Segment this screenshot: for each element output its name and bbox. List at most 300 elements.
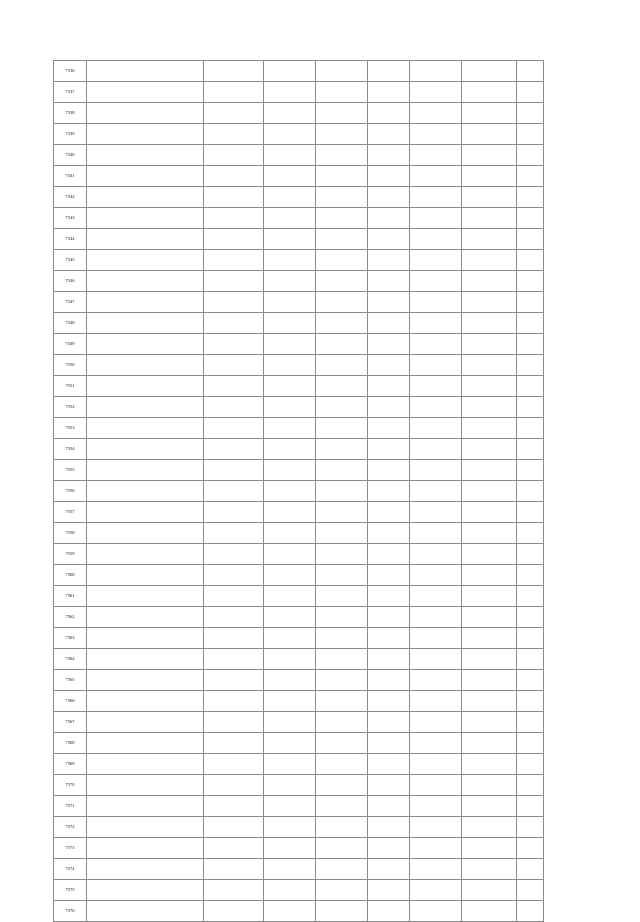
authority-cell [517,523,544,544]
table-row [54,502,544,523]
date-cell [410,82,462,103]
type-cell [316,355,368,376]
person-name [87,502,204,523]
blank-cell [462,397,517,418]
type-cell [316,418,368,439]
type-cell [316,712,368,733]
passport-number [204,376,264,397]
blank-cell [462,502,517,523]
type-cell [316,544,368,565]
blank-cell [462,796,517,817]
person-name [87,82,204,103]
person-name [87,460,204,481]
person-name [87,439,204,460]
passport-number [204,502,264,523]
person-name [87,187,204,208]
doc-cell [368,502,410,523]
authority-cell [517,166,544,187]
date-cell [410,838,462,859]
type-cell [316,880,368,901]
code-cell [264,859,316,880]
doc-cell [368,607,410,628]
blank-cell [462,376,517,397]
date-cell [410,817,462,838]
type-cell [316,502,368,523]
doc-cell [368,313,410,334]
doc-cell [368,208,410,229]
code-cell [264,880,316,901]
table-row [54,418,544,439]
blank-cell [462,439,517,460]
row-number: 7576 [54,901,87,922]
authority-cell [517,754,544,775]
code-cell [264,817,316,838]
person-name [87,292,204,313]
table-row [54,313,544,334]
row-number: 7570 [54,775,87,796]
blank-cell [462,82,517,103]
blank-cell [462,712,517,733]
person-name [87,838,204,859]
date-cell [410,544,462,565]
row-number: 7564 [54,649,87,670]
doc-cell [368,859,410,880]
date-cell [410,502,462,523]
date-cell [410,292,462,313]
table-row [54,859,544,880]
date-cell [410,418,462,439]
blank-cell [462,61,517,82]
date-cell [410,523,462,544]
date-cell [410,628,462,649]
table-row [54,544,544,565]
type-cell [316,145,368,166]
authority-cell [517,103,544,124]
person-name [87,481,204,502]
type-cell [316,628,368,649]
type-cell [316,376,368,397]
person-name [87,208,204,229]
blank-cell [462,838,517,859]
row-number: 7573 [54,838,87,859]
table-row [54,733,544,754]
row-number: 7559 [54,544,87,565]
table-row [54,565,544,586]
type-cell [316,859,368,880]
date-cell [410,775,462,796]
type-cell [316,901,368,922]
passport-number [204,796,264,817]
blank-cell [462,250,517,271]
passport-number [204,61,264,82]
date-cell [410,691,462,712]
person-name [87,649,204,670]
row-number: 7541 [54,166,87,187]
authority-cell [517,187,544,208]
table-row [54,691,544,712]
date-cell [410,355,462,376]
code-cell [264,103,316,124]
row-number: 7558 [54,523,87,544]
person-name [87,229,204,250]
type-cell [316,796,368,817]
passport-number [204,523,264,544]
passport-number [204,775,264,796]
blank-cell [462,166,517,187]
blank-cell [462,817,517,838]
code-cell [264,292,316,313]
passport-number [204,271,264,292]
date-cell [410,271,462,292]
person-name [87,628,204,649]
authority-cell [517,733,544,754]
table-row [54,334,544,355]
doc-cell [368,796,410,817]
person-name [87,145,204,166]
doc-cell [368,82,410,103]
blank-cell [462,628,517,649]
passport-number [204,481,264,502]
date-cell [410,439,462,460]
blank-cell [462,880,517,901]
blank-cell [462,313,517,334]
authority-cell [517,439,544,460]
authority-cell [517,796,544,817]
passport-number [204,145,264,166]
date-cell [410,103,462,124]
doc-cell [368,838,410,859]
date-cell [410,649,462,670]
type-cell [316,481,368,502]
blank-cell [462,670,517,691]
row-number: 7547 [54,292,87,313]
authority-cell [517,502,544,523]
code-cell [264,418,316,439]
code-cell [264,271,316,292]
blank-cell [462,565,517,586]
table-row [54,586,544,607]
authority-cell [517,334,544,355]
blank-cell [462,418,517,439]
authority-cell [517,565,544,586]
table-row [54,103,544,124]
code-cell [264,208,316,229]
table-row [54,439,544,460]
row-number: 7568 [54,733,87,754]
table-row [54,649,544,670]
code-cell [264,376,316,397]
row-number: 7560 [54,565,87,586]
table-row [54,481,544,502]
code-cell [264,124,316,145]
person-name [87,565,204,586]
doc-cell [368,901,410,922]
date-cell [410,460,462,481]
authority-cell [517,460,544,481]
code-cell [264,250,316,271]
passport-number [204,586,264,607]
type-cell [316,670,368,691]
table-row [54,460,544,481]
authority-cell [517,313,544,334]
table-row [54,796,544,817]
blank-cell [462,901,517,922]
table-row [54,166,544,187]
authority-cell [517,292,544,313]
type-cell [316,460,368,481]
authority-cell [517,124,544,145]
row-number: 7540 [54,145,87,166]
authority-cell [517,859,544,880]
code-cell [264,691,316,712]
type-cell [316,439,368,460]
date-cell [410,670,462,691]
passport-number [204,880,264,901]
row-number: 7566 [54,691,87,712]
doc-cell [368,481,410,502]
doc-cell [368,103,410,124]
doc-cell [368,397,410,418]
passport-number [204,712,264,733]
person-name [87,124,204,145]
row-number: 7567 [54,712,87,733]
blank-cell [462,586,517,607]
date-cell [410,187,462,208]
table-row [54,754,544,775]
table-row [54,250,544,271]
row-number: 7565 [54,670,87,691]
doc-cell [368,61,410,82]
passport-number [204,292,264,313]
code-cell [264,145,316,166]
code-cell [264,523,316,544]
date-cell [410,796,462,817]
person-name [87,334,204,355]
type-cell [316,103,368,124]
type-cell [316,292,368,313]
code-cell [264,712,316,733]
table-row [54,628,544,649]
passport-number [204,460,264,481]
row-number: 7561 [54,586,87,607]
passport-number [204,754,264,775]
date-cell [410,565,462,586]
records-table-body [54,61,544,922]
passport-number [204,208,264,229]
passport-number [204,439,264,460]
doc-cell [368,250,410,271]
code-cell [264,565,316,586]
person-name [87,376,204,397]
type-cell [316,607,368,628]
table-row [54,124,544,145]
authority-cell [517,250,544,271]
blank-cell [462,649,517,670]
row-number: 7550 [54,355,87,376]
doc-cell [368,817,410,838]
passport-number [204,334,264,355]
authority-cell [517,208,544,229]
passport-number [204,103,264,124]
blank-cell [462,607,517,628]
passport-number [204,649,264,670]
table-row [54,607,544,628]
code-cell [264,397,316,418]
row-number: 7537 [54,82,87,103]
row-number: 7544 [54,229,87,250]
code-cell [264,544,316,565]
person-name [87,271,204,292]
doc-cell [368,754,410,775]
person-name [87,901,204,922]
row-number: 7557 [54,502,87,523]
blank-cell [462,544,517,565]
person-name [87,250,204,271]
person-name [87,586,204,607]
row-number: 7554 [54,439,87,460]
row-number: 7575 [54,880,87,901]
table-row [54,355,544,376]
blank-cell [462,481,517,502]
person-name [87,754,204,775]
blank-cell [462,523,517,544]
authority-cell [517,712,544,733]
doc-cell [368,145,410,166]
row-number: 7556 [54,481,87,502]
table-row [54,292,544,313]
date-cell [410,733,462,754]
table-row [54,61,544,82]
blank-cell [462,103,517,124]
type-cell [316,817,368,838]
row-number: 7548 [54,313,87,334]
table-row [54,397,544,418]
type-cell [316,82,368,103]
passport-number [204,166,264,187]
authority-cell [517,397,544,418]
blank-cell [462,859,517,880]
code-cell [264,313,316,334]
date-cell [410,313,462,334]
type-cell [316,334,368,355]
doc-cell [368,292,410,313]
passport-number [204,250,264,271]
code-cell [264,670,316,691]
authority-cell [517,775,544,796]
blank-cell [462,124,517,145]
code-cell [264,733,316,754]
table-row [54,82,544,103]
row-number: 7545 [54,250,87,271]
person-name [87,691,204,712]
blank-cell [462,355,517,376]
authority-cell [517,82,544,103]
table-row [54,271,544,292]
blank-cell [462,292,517,313]
row-number: 7571 [54,796,87,817]
code-cell [264,229,316,250]
blank-cell [462,754,517,775]
doc-cell [368,712,410,733]
blank-cell [462,733,517,754]
authority-cell [517,544,544,565]
passport-number [204,229,264,250]
table-row [54,523,544,544]
passport-number [204,838,264,859]
table-row [54,817,544,838]
person-name [87,523,204,544]
type-cell [316,586,368,607]
passport-number [204,124,264,145]
type-cell [316,754,368,775]
person-name [87,397,204,418]
passport-number [204,565,264,586]
table-row [54,187,544,208]
date-cell [410,250,462,271]
row-number: 7569 [54,754,87,775]
authority-cell [517,271,544,292]
authority-cell [517,628,544,649]
code-cell [264,502,316,523]
doc-cell [368,586,410,607]
authority-cell [517,376,544,397]
passport-number [204,670,264,691]
type-cell [316,271,368,292]
table-row [54,376,544,397]
doc-cell [368,124,410,145]
doc-cell [368,166,410,187]
person-name [87,544,204,565]
doc-cell [368,355,410,376]
passport-number [204,817,264,838]
doc-cell [368,691,410,712]
date-cell [410,397,462,418]
type-cell [316,838,368,859]
blank-cell [462,271,517,292]
date-cell [410,607,462,628]
code-cell [264,481,316,502]
passport-number [204,397,264,418]
type-cell [316,649,368,670]
authority-cell [517,229,544,250]
person-name [87,607,204,628]
person-name [87,817,204,838]
type-cell [316,166,368,187]
authority-cell [517,649,544,670]
authority-cell [517,901,544,922]
code-cell [264,460,316,481]
row-number: 7546 [54,271,87,292]
row-number: 7549 [54,334,87,355]
row-number: 7551 [54,376,87,397]
authority-cell [517,61,544,82]
type-cell [316,397,368,418]
code-cell [264,334,316,355]
doc-cell [368,229,410,250]
date-cell [410,229,462,250]
passport-number [204,733,264,754]
row-number: 7552 [54,397,87,418]
person-name [87,670,204,691]
doc-cell [368,880,410,901]
type-cell [316,733,368,754]
doc-cell [368,544,410,565]
blank-cell [462,460,517,481]
type-cell [316,523,368,544]
row-number: 7536 [54,61,87,82]
row-number: 7563 [54,628,87,649]
person-name [87,733,204,754]
